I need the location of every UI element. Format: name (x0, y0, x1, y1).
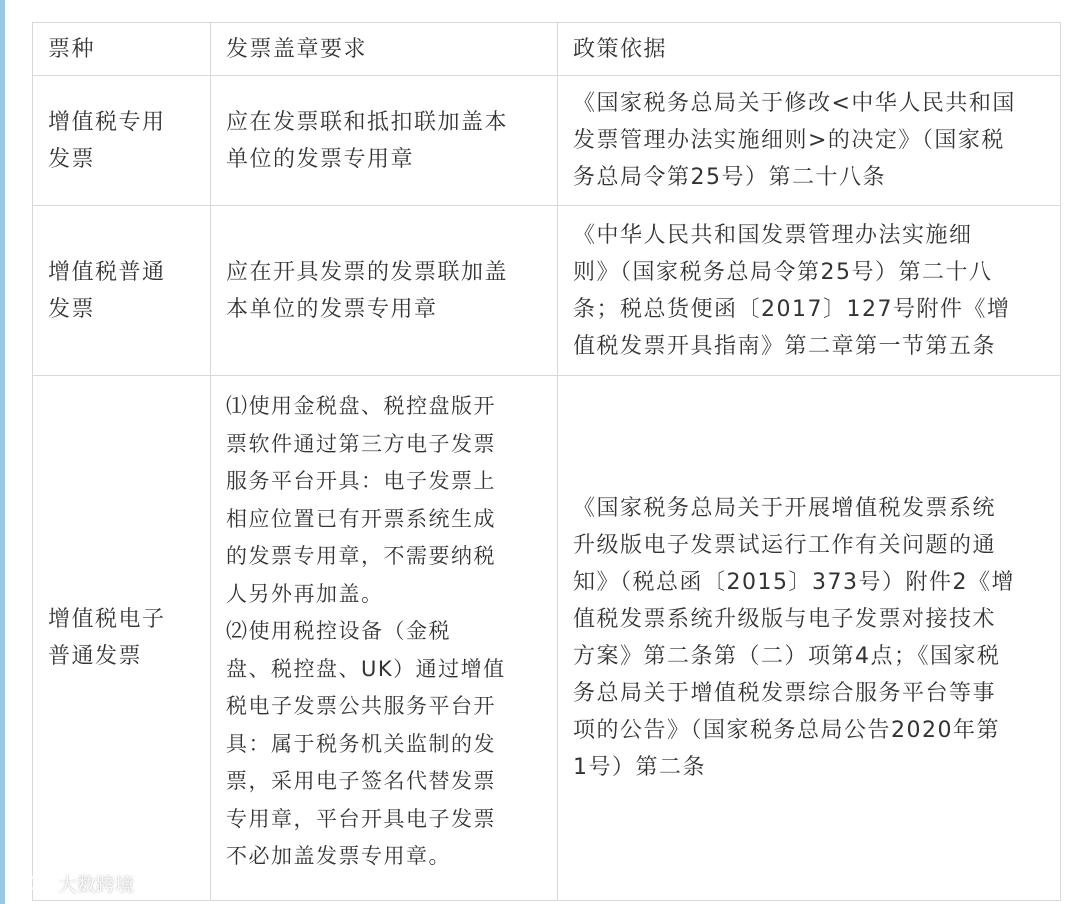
left-accent-bar (0, 0, 5, 904)
stamp-requirement-cell: ⑴使用金税盘、税控盘版开 票软件通过第三方电子发票 服务平台开具：电子发票上 相应位置已有开票系统生成 的发票专用章，不需要纳税 人另外再加盖。 ⑵使用税控设备（金税 盘、税控盘、UK）通过增值 税电子发票公共服务平台开 具：属于税务机关监制的发 票，采用电子签名代替发票 专用章，平台开具电子发票 不必加盖发票专用章。 (211, 376, 558, 901)
invoice-type-cell: 增值税普通 发票 (33, 206, 211, 376)
policy-basis-cell: 《国家税务总局关于开展增值税发票系统 升级版电子发票试运行工作有关问题的通 知》（税总函〔2015〕373号）附件2《增 值税发票系统升级版与电子发票对接技术 方案》第二条第（二）项第4点；《国家税 务总局关于增值税发票综合服务平台等事 项的公告》（国家税务总局公告2020年第 1号）第二条 (558, 376, 1061, 901)
invoice-type-cell: 增值税专用 发票 (33, 76, 211, 206)
watermark-text: 大数跨境 (58, 873, 135, 896)
invoice-type-cell: 增值税电子 普通发票 (33, 376, 211, 901)
invoice-stamp-policy-table (32, 22, 1061, 901)
stamp-requirement-cell: 应在开具发票的发票联加盖 本单位的发票专用章 (211, 206, 558, 376)
table-header-row (33, 23, 1061, 76)
policy-basis-cell: 《国家税务总局关于修改<中华人民共和国 发票管理办法实施细则>的决定》（国家税 务总局令第25号）第二十八条 (558, 76, 1061, 206)
table-row (33, 376, 1061, 901)
watermark (10, 870, 134, 896)
header-stamp-requirement: 发票盖章要求 (211, 23, 558, 76)
policy-basis-cell: 《中华人民共和国发票管理办法实施细 则》（国家税务总局令第25号）第二十八 条；税总货便函〔2017〕127号附件《增 值税发票开具指南》第二章第一节第五条 (558, 206, 1061, 376)
header-policy-basis: 政策依据 (558, 23, 1061, 76)
header-invoice-type: 票种 (33, 23, 211, 76)
table-row (33, 206, 1061, 376)
double-ring-logo-icon (10, 872, 54, 894)
table-row (33, 76, 1061, 206)
stamp-requirement-cell: 应在发票联和抵扣联加盖本 单位的发票专用章 (211, 76, 558, 206)
